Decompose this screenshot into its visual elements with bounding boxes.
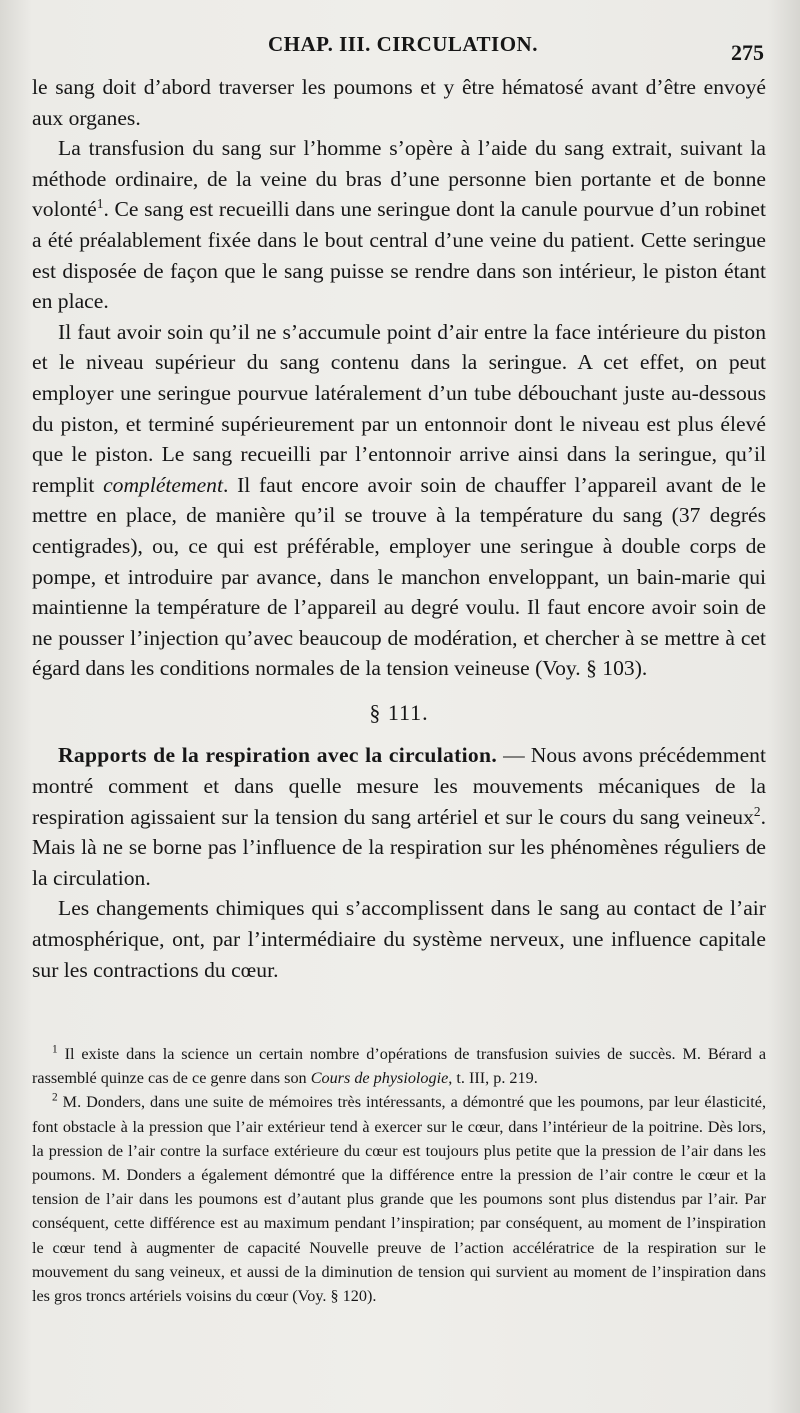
book-title: Cours de physiologie — [310, 1069, 449, 1088]
paragraph: Les changements chimiques qui s’accomplissent dans le sang au contact de l’air atmosphérique, ont, par l’intermédiaire du système nerveux, une influence capitale sur les contractions du cœur. — [32, 896, 766, 982]
paragraph — [32, 133, 766, 317]
text-run: . Il faut encore avoir soin de chauffer l’appareil avant de le mettre en place, de manière qu’il se trouve à la température du sang (37 degrés centigrades), ou, ce qui est préférable, employer une seringue à double corps de pompe, et introduire par avance, dans le manchon enveloppant, un bain-marie qui maintienne la température de l’appareil au degré voulu. Il faut encore avoir soin de ne pousser l’injection qu’avec beaucoup de modération, et chercher à se mettre à cet égard dans les conditions normales de la tension veineuse (Voy. § 103). — [32, 472, 767, 681]
section-number: § 111. — [369, 699, 429, 725]
footnote-mark: 2 — [52, 1092, 58, 1105]
paragraph: le sang doit d’abord traverser les poumons et y être hématosé avant d’être envoyé aux organes. — [32, 75, 766, 130]
text-run: M. Donders, dans une suite de mémoires très intéressants, a démontré que les poumons, par leur élasticité, font obstacle à la pression que l’air extérieur tend à exercer sur le cœur, dans l’intérieur de la poitrine. Dès lors, la pression de l’air contre la surface extérieure du cœur est toujours plus petite que la pression de l’air dans les poumons. M. Donders a également démontré que la différence entre la pression de l’air contre le cœur et la tension de l’air dans les poumons est d’autant plus grande que les poumons sont plus distendus par l’air. Par conséquent, cette différence est au maximum pendant l’inspiration; par conséquent, au moment de l’inspiration le cœur tend à augmenter de capacité Nouvelle preuve de l’action accélératrice de la respiration sur le mouvement du sang veineux, et aussi de la diminution de tension qui survient au moment de l’inspiration dans les gros troncs artériels voisins du cœur (Voy. § 120). — [32, 1093, 766, 1306]
footnote-mark: 1 — [52, 1043, 58, 1056]
section-rubric: Rapports de la respiration avec la circulation. — [58, 743, 498, 768]
running-head: CHAP. III. CIRCULATION. — [268, 32, 538, 56]
text-run: La transfusion du sang sur l’homme s’opère à l’aide du sang extrait, suivant la méthode ordinaire, de la veine du bras d’une personne bien portante et de bonne volonté — [32, 136, 766, 222]
text-run: . Mais là ne se borne pas l’influence de la respiration sur les phénomènes réguliers de la circulation. — [32, 804, 766, 890]
text-run: Il existe dans la science un certain nombre d’opérations de transfusion suivies de succès. M. Bérard a rassemblé quinze cas de ce genre dans son — [32, 1045, 767, 1088]
footnote — [32, 1090, 766, 1308]
footnote-ref: 2 — [753, 803, 761, 819]
page-number: 275 — [731, 40, 764, 65]
text-run: — Nous avons précédemment montré comment et dans quelle mesure les mouvements mécaniques de la respiration agissaient sur la tension du sang artériel et sur le cours du sang veineux — [32, 743, 766, 829]
text-run: , t. III, p. 219. — [448, 1069, 538, 1088]
text-run: Il faut avoir soin qu’il ne s’accumule point d’air entre la face intérieure du piston et le niveau supérieur du sang contenu dans la seringue. A cet effet, on peut employer une seringue pourvue latéralement d’un tube débouchant juste au-dessous du piston, et terminé supérieurement par un entonnoir dont le niveau est plus élevé que le piston. Le sang recueilli par l’entonnoir arrive ainsi dans la seringue, qu’il remplit — [32, 319, 766, 497]
footnotes — [32, 1042, 766, 1308]
main-text — [32, 72, 766, 985]
page-header — [0, 30, 800, 66]
paragraph — [32, 317, 766, 684]
footnote — [32, 1042, 766, 1090]
emphasis: complétement — [103, 472, 223, 497]
text-run: . Ce sang est recueilli dans une seringue dont la canule pourvue d’un robinet a été préalablement fixée dans le bout central d’une veine du patient. Cette seringue est disposée de façon que le sang puisse se rendre dans son intérieur, le piston étant en place. — [32, 197, 766, 314]
footnote-ref: 1 — [96, 196, 104, 212]
paragraph — [32, 740, 766, 893]
